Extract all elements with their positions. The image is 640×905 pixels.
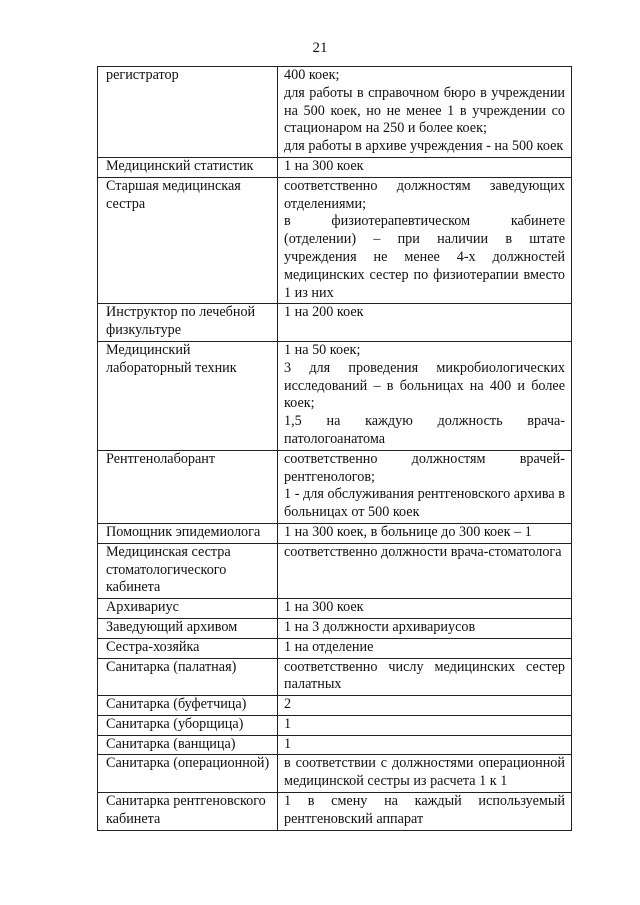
norm-cell: 400 коек; для работы в справочном бюро в учреждении на 500 коек, но не менее 1 в учреждении со стационаром на 250 и более коек; для работы в архиве учреждения - на 500 коек: [278, 67, 572, 158]
table-row: [98, 177, 572, 304]
norm-cell: соответственно числу медицинских сестер палатных: [278, 658, 572, 696]
position-cell: Санитарка (уборщица): [98, 715, 278, 735]
table-row: [98, 67, 572, 158]
position-cell: Санитарка рентгеновского кабинета: [98, 793, 278, 831]
table-row: [98, 755, 572, 793]
norm-cell: соответственно должности врача-стоматолога: [278, 543, 572, 598]
position-cell: Помощник эпидемиолога: [98, 523, 278, 543]
norm-cell: 1 на 200 коек: [278, 304, 572, 342]
table-row: [98, 638, 572, 658]
table-row: [98, 304, 572, 342]
norm-cell: 1: [278, 735, 572, 755]
table-row: [98, 523, 572, 543]
position-cell: Заведующий архивом: [98, 618, 278, 638]
norm-cell: соответственно должностям заведующих отделениями; в физиотерапевтическом кабинете (отделении) – при наличии в штате учреждения не менее 4-х должностей медицинских сестер по физиотерапии вместо 1 из них: [278, 177, 572, 304]
norm-cell: 1: [278, 715, 572, 735]
table-row: [98, 696, 572, 716]
norm-cell: 1 на 300 коек: [278, 599, 572, 619]
norm-cell: 1 на 300 коек, в больнице до 300 коек – 1: [278, 523, 572, 543]
norm-cell: 1 на отделение: [278, 638, 572, 658]
position-cell: Санитарка (ванщица): [98, 735, 278, 755]
table-row: [98, 618, 572, 638]
norm-cell: соответственно должностям врачей-рентгенологов; 1 - для обслуживания рентгеновского архива в больницах от 500 коек: [278, 450, 572, 523]
norm-cell: в соответствии с должностями операционной медицинской сестры из расчета 1 к 1: [278, 755, 572, 793]
position-cell: Рентгенолаборант: [98, 450, 278, 523]
table-row: [98, 715, 572, 735]
staffing-norms-table: [97, 66, 572, 831]
table-row: [98, 543, 572, 598]
page-number: 21: [312, 40, 328, 56]
table-row: [98, 658, 572, 696]
position-cell: Санитарка (операционной): [98, 755, 278, 793]
position-cell: регистратор: [98, 67, 278, 158]
table-body: [98, 67, 572, 831]
table-row: [98, 450, 572, 523]
table-row: [98, 793, 572, 831]
position-cell: Архивариус: [98, 599, 278, 619]
table-row: [98, 599, 572, 619]
norm-cell: 1 на 300 коек: [278, 157, 572, 177]
norm-cell: 1 на 3 должности архивариусов: [278, 618, 572, 638]
norm-cell: 1 на 50 коек; 3 для проведения микробиологических исследований – в больницах на 400 и более коек; 1,5 на каждую должность врача-патологоанатома: [278, 341, 572, 450]
position-cell: Санитарка (буфетчица): [98, 696, 278, 716]
table-row: [98, 341, 572, 450]
position-cell: Сестра-хозяйка: [98, 638, 278, 658]
norm-cell: 2: [278, 696, 572, 716]
table-row: [98, 735, 572, 755]
position-cell: Медицинский лабораторный техник: [98, 341, 278, 450]
position-cell: Старшая медицинская сестра: [98, 177, 278, 304]
position-cell: Санитарка (палатная): [98, 658, 278, 696]
position-cell: Медицинский статистик: [98, 157, 278, 177]
position-cell: Инструктор по лечебной физкультуре: [98, 304, 278, 342]
position-cell: Медицинская сестра стоматологического кабинета: [98, 543, 278, 598]
table-row: [98, 157, 572, 177]
norm-cell: 1 в смену на каждый используемый рентгеновский аппарат: [278, 793, 572, 831]
